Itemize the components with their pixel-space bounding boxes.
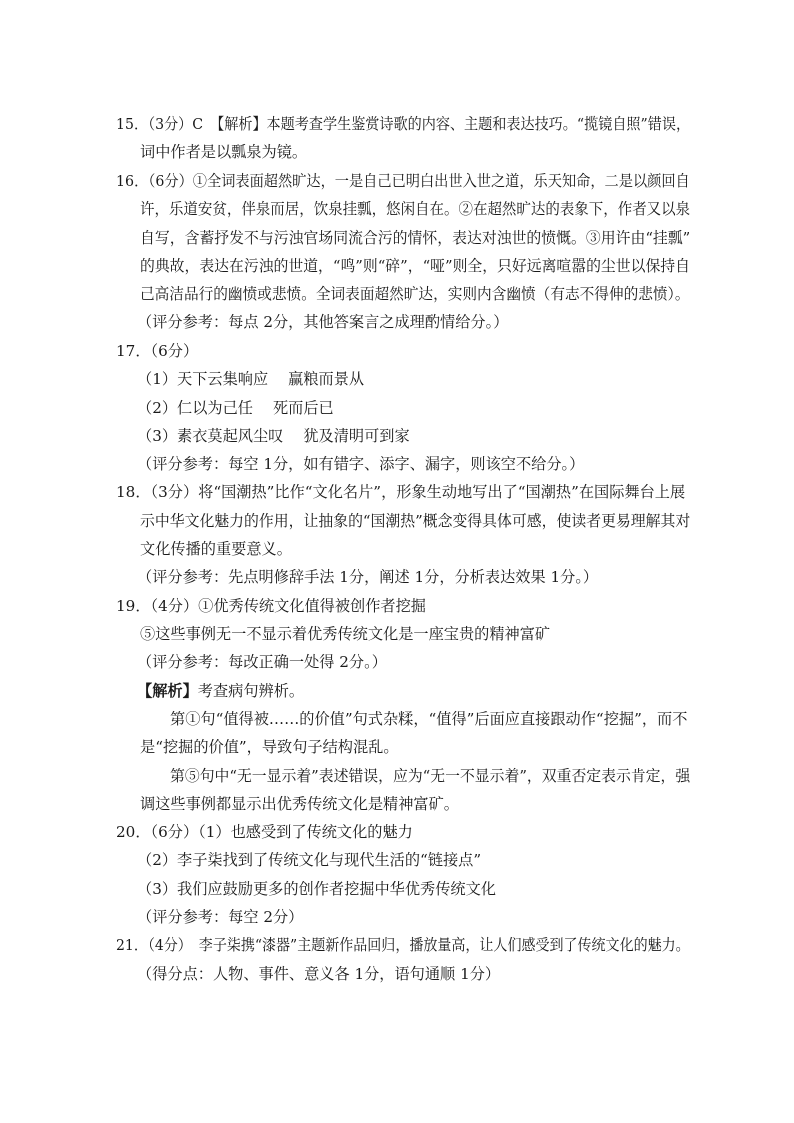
q17-scoring-note: （评分参考：每空 1分，如有错字、添字、漏字，则该空不给分。） [137,455,585,473]
q19-analysis-heading [137,681,304,701]
q19-analysis-1b: 是“挖掘的价值”，导致句子结构混乱。 [140,738,399,756]
q18-line-1: 18．（3分）将“国潮热”比作“文化名片”，形象生动地写出了“国潮热”在国际舞台上展 [116,483,686,501]
analysis-text: 考查病句辨析。 [197,682,305,700]
q20-line-3: （3）我们应鼓励更多的创作者挖掘中华优秀传统文化 [137,880,496,898]
q16-line-4: 的典故，表达在污浊的世道，“鸣”则“碎”，“哑”则全，只好远离喧嚣的尘世以保持自 [140,257,690,275]
q16-line-2: 许，乐道安贫，伴泉而居，饮泉挂瓢，悠闲自在。②在超然旷达的表象下，作者又以泉 [140,200,691,218]
q18-line-2: 示中华文化魅力的作用，让抽象的“国潮热”概念变得具体可感，使读者更易理解其对 [140,512,691,530]
q15-line-2: 词中作者是以瓢泉为镜。 [140,143,308,161]
q17-header: 17．（6分） [116,342,199,360]
q15-line-1: 15．（3分）C 【解析】本题考查学生鉴赏诗歌的内容、主题和表达技巧。“揽镜自照”错误， [116,115,691,133]
q16-line-3: 自写，含蓄抒发不与污浊官场同流合污的情怀，表达对浊世的愤慨。③用许由“挂瓢” [140,229,691,247]
q16-line-5: 己高洁品行的幽愤或悲愤。全词表面超然旷达，实则内含幽愤（有志不得伸的悲愤）。 [140,285,690,303]
q18-line-3: 文化传播的重要意义。 [140,540,292,558]
q19-line-1: 19．（4分）①优秀传统文化值得被创作者挖掘 [116,597,426,615]
q19-analysis-1a: 第①句“值得被……的价值”句式杂糅，“值得”后面应直接跟动作“挖掘”，而不 [170,710,688,728]
q18-scoring-note: （评分参考：先点明修辞手法 1分，阐述 1分，分析表达效果 1分。） [137,568,599,586]
q19-line-2: ⑤这些事例无一不显示着优秀传统文化是一座宝贵的精神富矿 [140,625,551,643]
q16-scoring-note: （评分参考：每点 2分，其他答案言之成理酌情给分。） [137,313,509,331]
q17-answer-1: （1）天下云集响应 赢粮而景从 [137,370,365,388]
q19-analysis-2a: 第⑤句中“无一显示着”表述错误，应为“无一不显示着”，双重否定表示肯定，强 [170,767,691,785]
q16-line-1: 16．（6分）①全词表面超然旷达，一是自己已明白出世入世之道，乐天知命，二是以颜回自 [116,172,690,190]
q17-answer-3: （3）素衣莫起风尘叹 犹及清明可到家 [137,427,410,445]
q17-answer-2: （2）仁以为己任 死而后已 [137,399,334,417]
q20-scoring-note: （评分参考：每空 2分） [137,908,304,926]
q19-scoring-note: （评分参考：每改正确一处得 2分。） [137,653,387,671]
q21-line-1: 21．（4分） 李子柒携“漆器”主题新作品回归，播放量高，让人们感受到了传统文化的魅力。 [116,936,690,954]
q20-line-2: （2）李子柒找到了传统文化与现代生活的“链接点” [137,851,482,869]
q20-line-1: 20．（6分）（1）也感受到了传统文化的魅力 [116,823,413,841]
q21-scoring-note: （得分点：人物、事件、意义各 1分，语句通顺 1分） [137,965,501,983]
q19-analysis-2b: 调这些事例都显示出优秀传统文化是精神富矿。 [140,795,459,813]
analysis-tag: 【解析】 [137,682,198,700]
